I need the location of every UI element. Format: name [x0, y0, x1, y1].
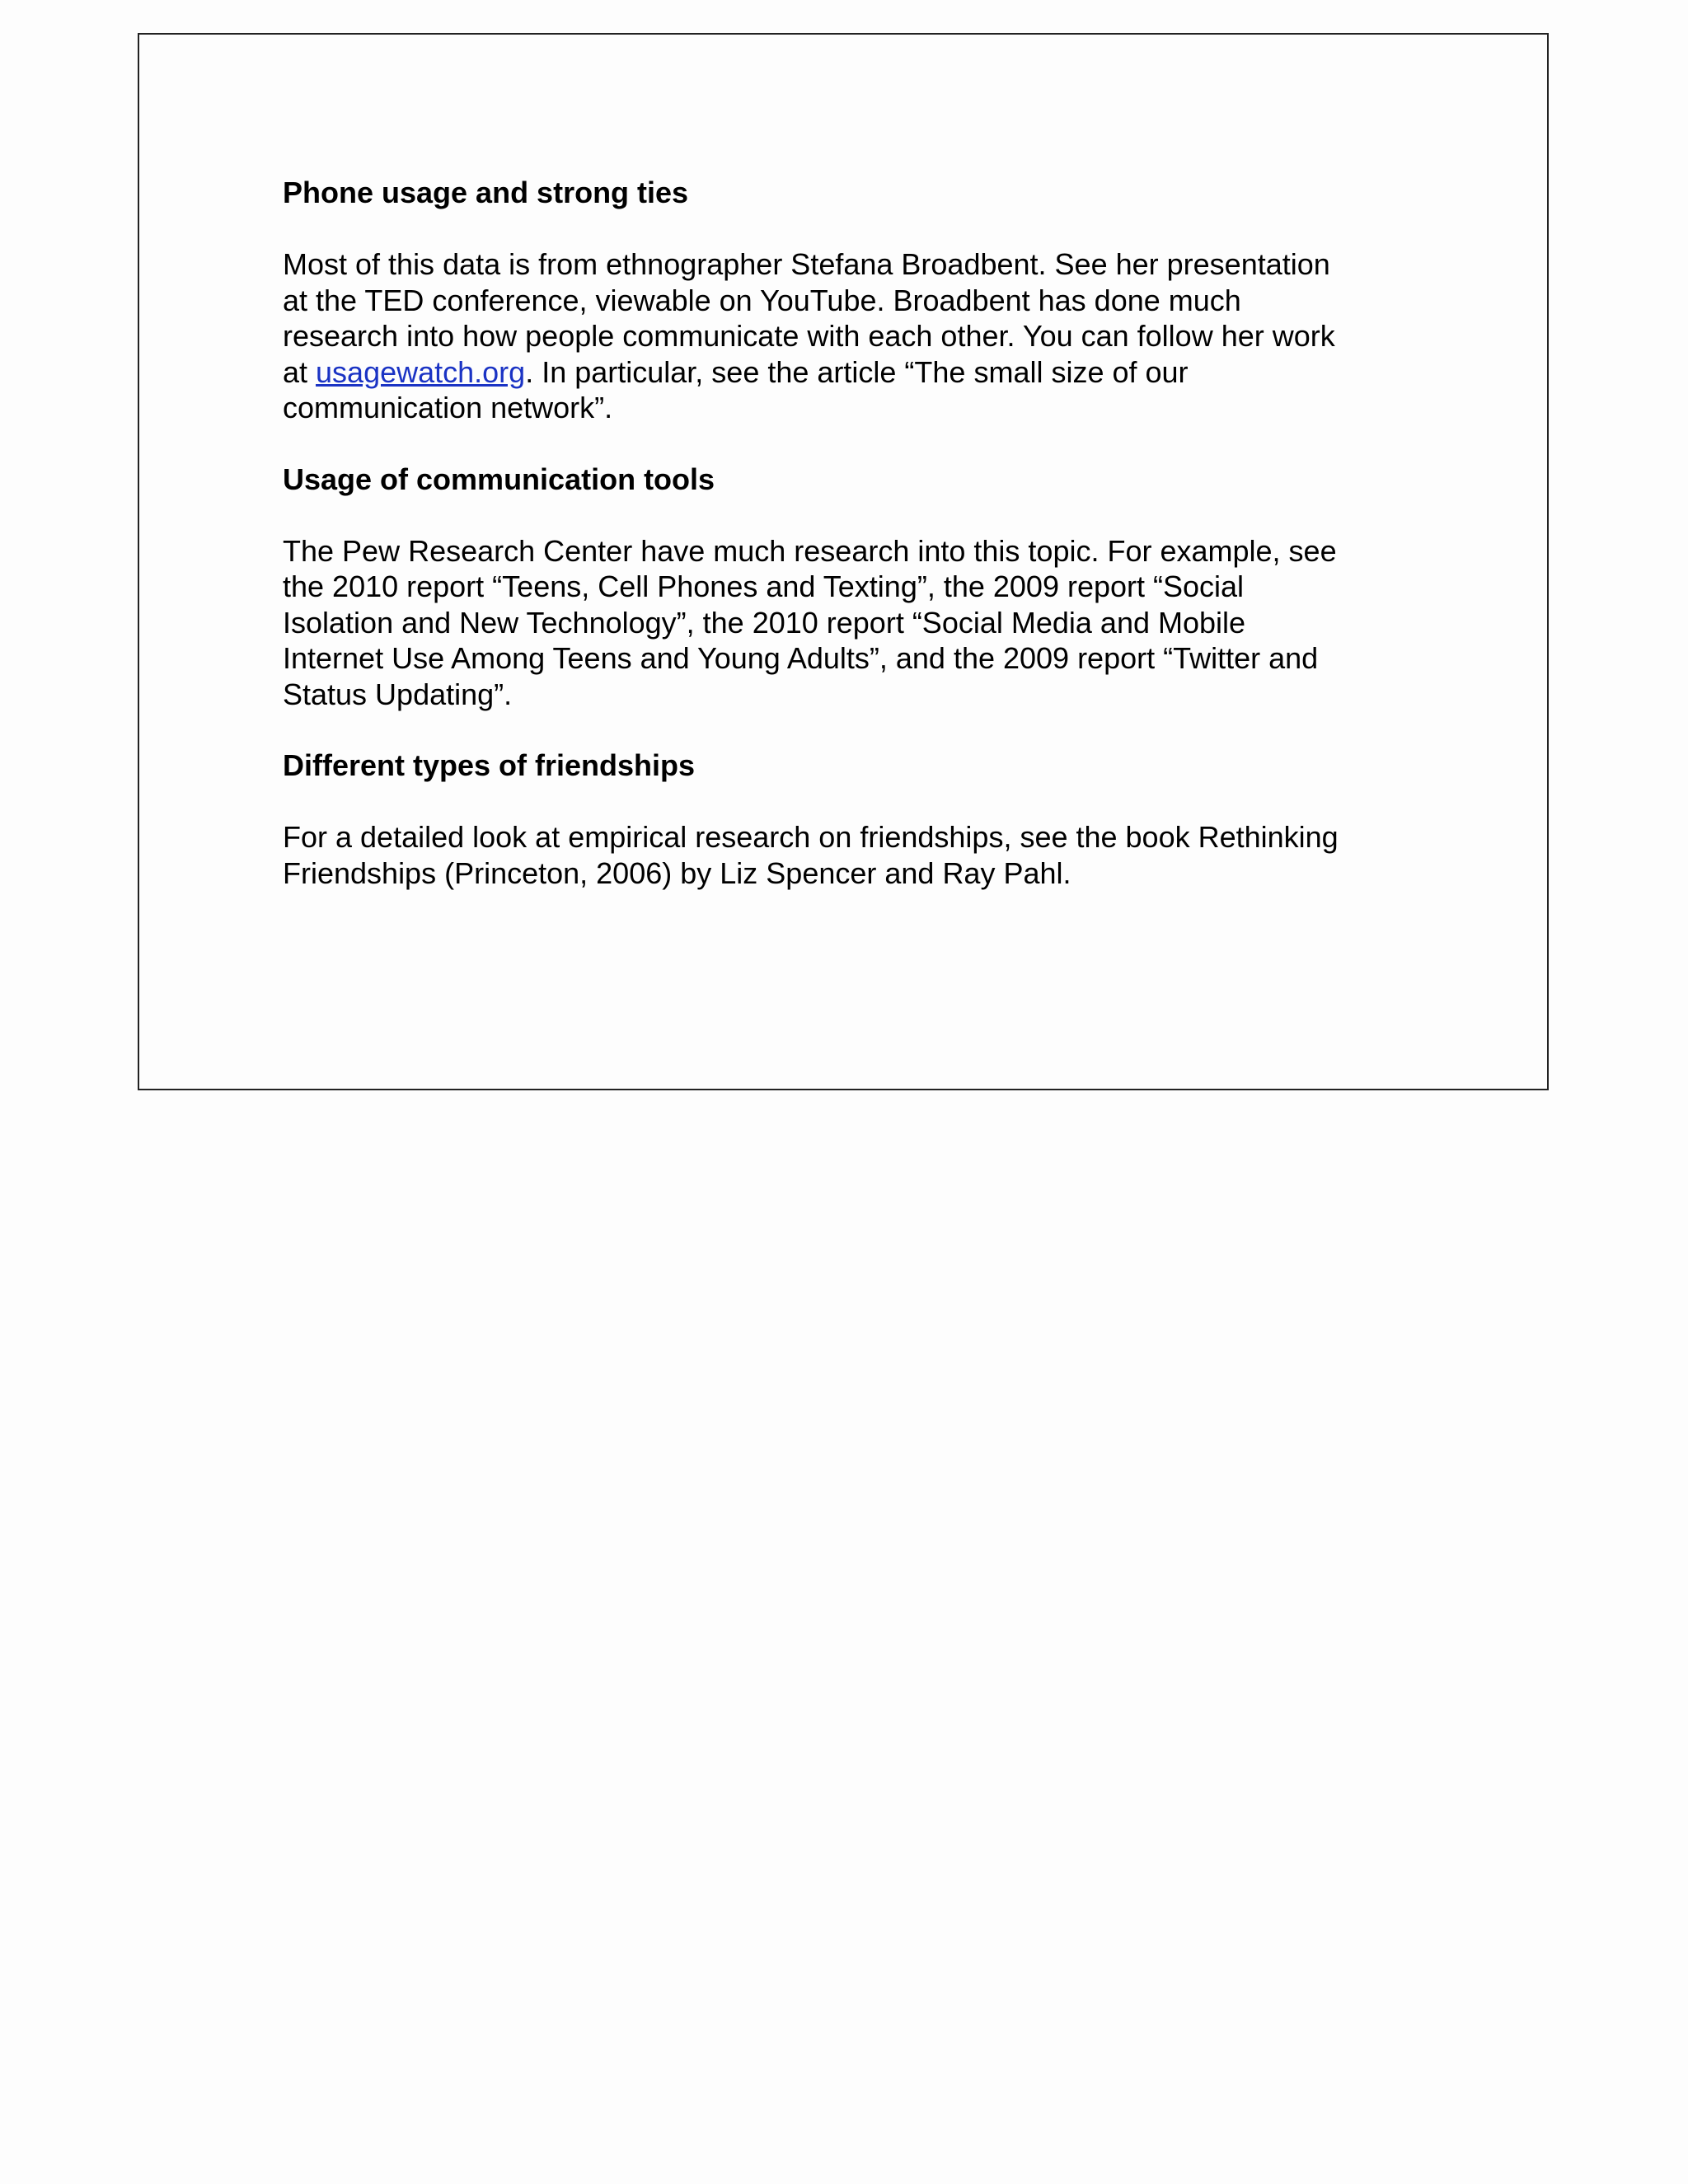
slide-frame — [138, 33, 1549, 1090]
notes-content — [283, 175, 1404, 926]
paragraph-line: Status Updating”. — [283, 677, 513, 711]
link-prefix: at — [283, 354, 316, 389]
paragraph-line: the 2010 report “Teens, Cell Phones and Texting”, the 2009 report “Social — [283, 569, 1245, 603]
section-communication-tools — [283, 462, 1404, 713]
section-heading: Different types of friendships — [283, 748, 696, 782]
section-paragraph — [283, 246, 1404, 426]
section-friendships — [283, 748, 1404, 891]
paragraph-line: Isolation and New Technology”, the 2010 report “Social Media and Mobile — [283, 605, 1246, 640]
section-paragraph — [283, 533, 1404, 713]
paragraph-line: Friendships (Princeton, 2006) by Liz Spencer and Ray Pahl. — [283, 855, 1071, 890]
usagewatch-link[interactable]: usagewatch.org — [316, 354, 526, 389]
link-suffix: . In particular, see the article “The small size of our — [525, 354, 1189, 389]
paragraph-line: Internet Use Among Teens and Young Adults”, and the 2009 report “Twitter and — [283, 641, 1319, 675]
paragraph-line: at the TED conference, viewable on YouTube. Broadbent has done much — [283, 283, 1241, 317]
paragraph-line: research into how people communicate with each other. You can follow her work — [283, 319, 1335, 353]
paragraph-line: Most of this data is from ethnographer Stefana Broadbent. See her presentation — [283, 247, 1330, 281]
section-paragraph — [283, 819, 1404, 891]
paragraph-line: For a detailed look at empirical research on friendships, see the book Rethinking — [283, 820, 1339, 854]
section-heading: Usage of communication tools — [283, 462, 715, 496]
section-heading: Phone usage and strong ties — [283, 176, 689, 209]
paragraph-line: communication network”. — [283, 391, 613, 424]
paragraph-line: The Pew Research Center have much research into this topic. For example, see — [283, 533, 1337, 568]
section-phone-usage — [283, 175, 1404, 426]
paragraph-line-with-link — [283, 354, 1404, 391]
